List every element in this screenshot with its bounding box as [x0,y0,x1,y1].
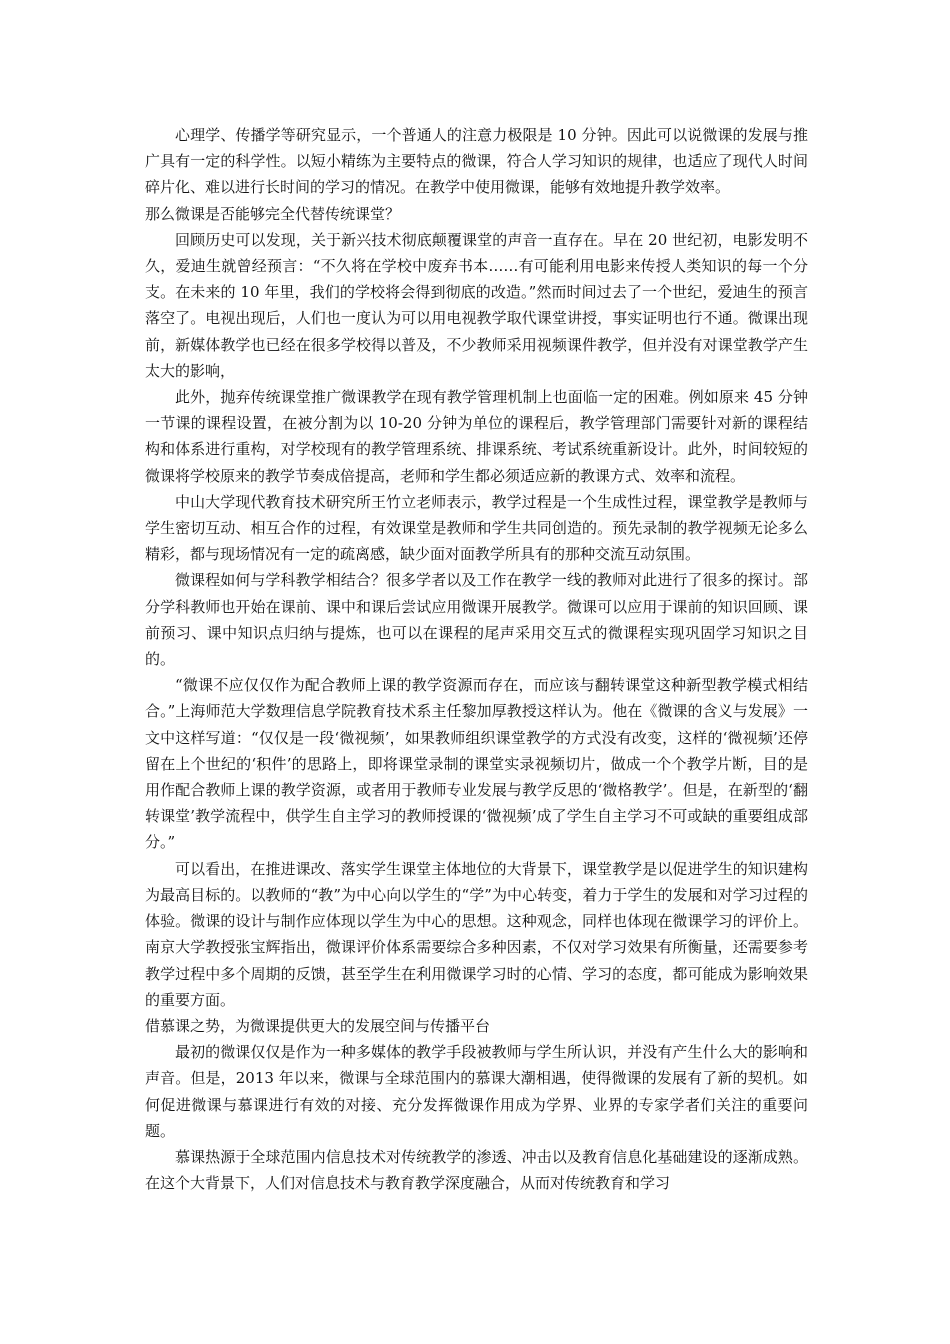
paragraph: “微课不应仅仅作为配合教师上课的教学资源而存在，而应该与翻转课堂这种新型教学模式相结合。”上海师范大学数理信息学院教育技术系主任黎加厚教授这样认为。他在《微课的含义与发展》一文中这样写道：“仅仅是一段‘微视频’，如果教师组织课堂教学的方式没有改变，这样的‘微视频’还停留在上个世纪的‘积件’的思路上，即将课堂录制的课堂实录视频切片，做成一个个教学片断，目的是用作配合教师上课的教学资源，或者用于教师专业发展与教学反思的‘微格教学’。但是，在新型的‘翻转课堂’教学流程中，供学生自主学习的教师授课的‘微视频’成了学生自主学习不可或缺的重要组成部分。” [145,676,808,852]
section-heading: 借慕课之势，为微课提供更大的发展空间与传播平台 [145,1016,491,1035]
paragraph: 回顾历史可以发现，关于新兴技术彻底颠覆课堂的声音一直存在。早在 20 世纪初，电影发明不久，爱迪生就曾经预言：“不久将在学校中废弃书本……有可能利用电影来传授人类知识的每一个分支。在未来的 10 年里，我们的学校将会得到彻底的改造。”然而时间过去了一个世纪，爱迪生的预言落空了。电视出现后，人们也一度认为可以用电视教学取代课堂讲授，事实证明也行不通。微课出现前，新媒体教学也已经在很多学校得以普及，不少教师采用视频课件教学，但并没有对课堂教学产生太大的影响， [145,230,808,380]
paragraph: 可以看出，在推进课改、落实学生课堂主体地位的大背景下，课堂教学是以促进学生的知识建构为最高目标的。以教师的“教”为中心向以学生的“学”为中心转变，着力于学生的发展和对学习过程的体验。微课的设计与制作应体现以学生为中心的思想。这种观念，同样也体现在微课学习的评价上。南京大学教授张宝辉指出，微课评价体系需要综合多种因素，不仅对学习效果有所衡量，还需要参考教学过程中多个周期的反馈，甚至学生在利用微课学习时的心情、学习的态度，都可能成为影响效果的重要方面。 [145,859,808,1009]
paragraph: 慕课热源于全球范围内信息技术对传统教学的渗透、冲击以及教育信息化基础建设的逐渐成熟。在这个大背景下，人们对信息技术与教育教学深度融合，从而对传统教育和学习 [145,1147,808,1193]
paragraph: 中山大学现代教育技术研究所王竹立老师表示，教学过程是一个生成性过程，课堂教学是教师与学生密切互动、相互合作的过程，有效课堂是教师和学生共同创造的。预先录制的教学视频无论多么精彩，都与现场情况有一定的疏离感，缺少面对面教学所具有的那种交流互动氛围。 [145,492,808,564]
paragraph: 最初的微课仅仅是作为一种多媒体的教学手段被教师与学生所认识，并没有产生什么大的影响和声音。但是，2013 年以来，微课与全球范围内的慕课大潮相遇，使得微课的发展有了新的契机。如何促进微课与慕课进行有效的对接、充分发挥微课作用成为学界、业界的专家学者们关注的重要问题。 [145,1043,808,1140]
document-body [145,122,808,1196]
paragraph: 心理学、传播学等研究显示，一个普通人的注意力极限是 10 分钟。因此可以说微课的发展与推广具有一定的科学性。以短小精练为主要特点的微课，符合人学习知识的规律，也适应了现代人时间碎片化、难以进行长时间的学习的情况。在教学中使用微课，能够有效地提升教学效率。 [145,126,808,197]
section-heading: 那么微课是否能够完全代替传统课堂？ [145,204,401,223]
paragraph: 此外，抛弃传统课堂推广微课教学在现有教学管理机制上也面临一定的困难。例如原来 45 分钟一节课的课程设置，在被分割为以 10-20 分钟为单位的课程后，教学管理部门需要针对新的课程结构和体系进行重构，对学校现有的教学管理系统、排课系统、考试系统重新设计。此外，时间较短的微课将学校原来的教学节奏成倍提高，老师和学生都必须适应新的教课方式、效率和流程。 [145,388,808,485]
paragraph: 微课程如何与学科教学相结合？很多学者以及工作在教学一线的教师对此进行了很多的探讨。部分学科教师也开始在课前、课中和课后尝试应用微课开展教学。微课可以应用于课前的知识回顾、课前预习、课中知识点归纳与提炼，也可以在课程的尾声采用交互式的微课程实现巩固学习知识之目的。 [145,571,808,669]
